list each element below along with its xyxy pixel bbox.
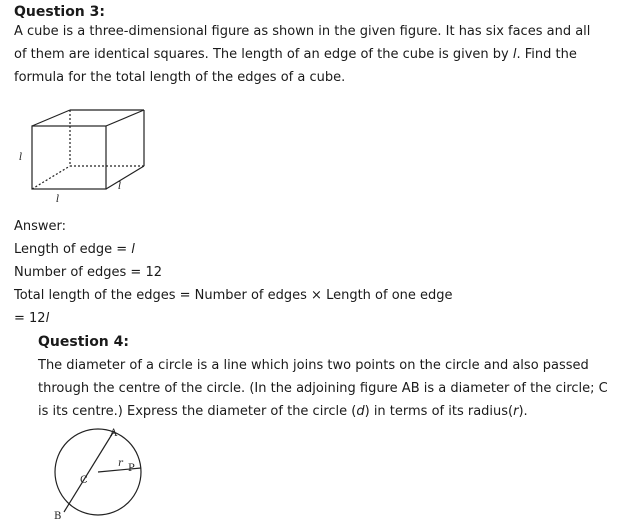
answer-line-1: Length of edge = l [14,242,135,257]
question-3-text [14,20,590,89]
question-4-text [38,354,608,423]
question-3-title: Question 3: [14,4,105,20]
answer-line-3: Total length of the edges = Number of edges × Length of one edge [14,288,453,303]
label-c: C [80,475,88,486]
label-b: B [54,511,62,522]
cube-front-face [32,126,106,189]
cube-figure [14,100,164,210]
cube-top-left-edge [32,110,70,126]
q4-line-3: is its centre.) Express the diameter of the circle (d) in terms of its radius(r). [38,404,528,419]
cube-label-right: l [118,181,122,192]
answer-block [14,215,453,330]
q3-line-3: formula for the total length of the edges of a cube. [14,70,346,85]
answer-heading: Answer: [14,219,67,234]
answer-line-2: Number of edges = 12 [14,265,162,280]
q3-line-2: of them are identical squares. The length of an edge of the cube is given by l. Find the [14,47,577,62]
q4-line-2: through the centre of the circle. (In the adjoining figure AB is a diameter of the circle; C [38,381,608,396]
label-a: A [110,428,118,439]
label-p: P [128,463,135,474]
cube-label-bottom: l [56,194,60,205]
answer-line-4: = 12l [14,311,50,326]
q3-line-1: A cube is a three-dimensional figure as shown in the given figure. It has six faces and all [14,24,591,39]
cube-label-left: l [19,152,23,163]
cube-top-right-edge [106,110,144,126]
edge-symbol: l [512,47,517,62]
cube-bottom-right-edge [106,166,144,189]
q4-line-1: The diameter of a circle is a line which joins two points on the circle and also passed [38,358,589,373]
question-4-title: Question 4: [38,334,129,350]
cube-hidden-depth-edge [32,166,70,189]
circle-figure [42,428,162,523]
label-r: r [118,458,123,469]
